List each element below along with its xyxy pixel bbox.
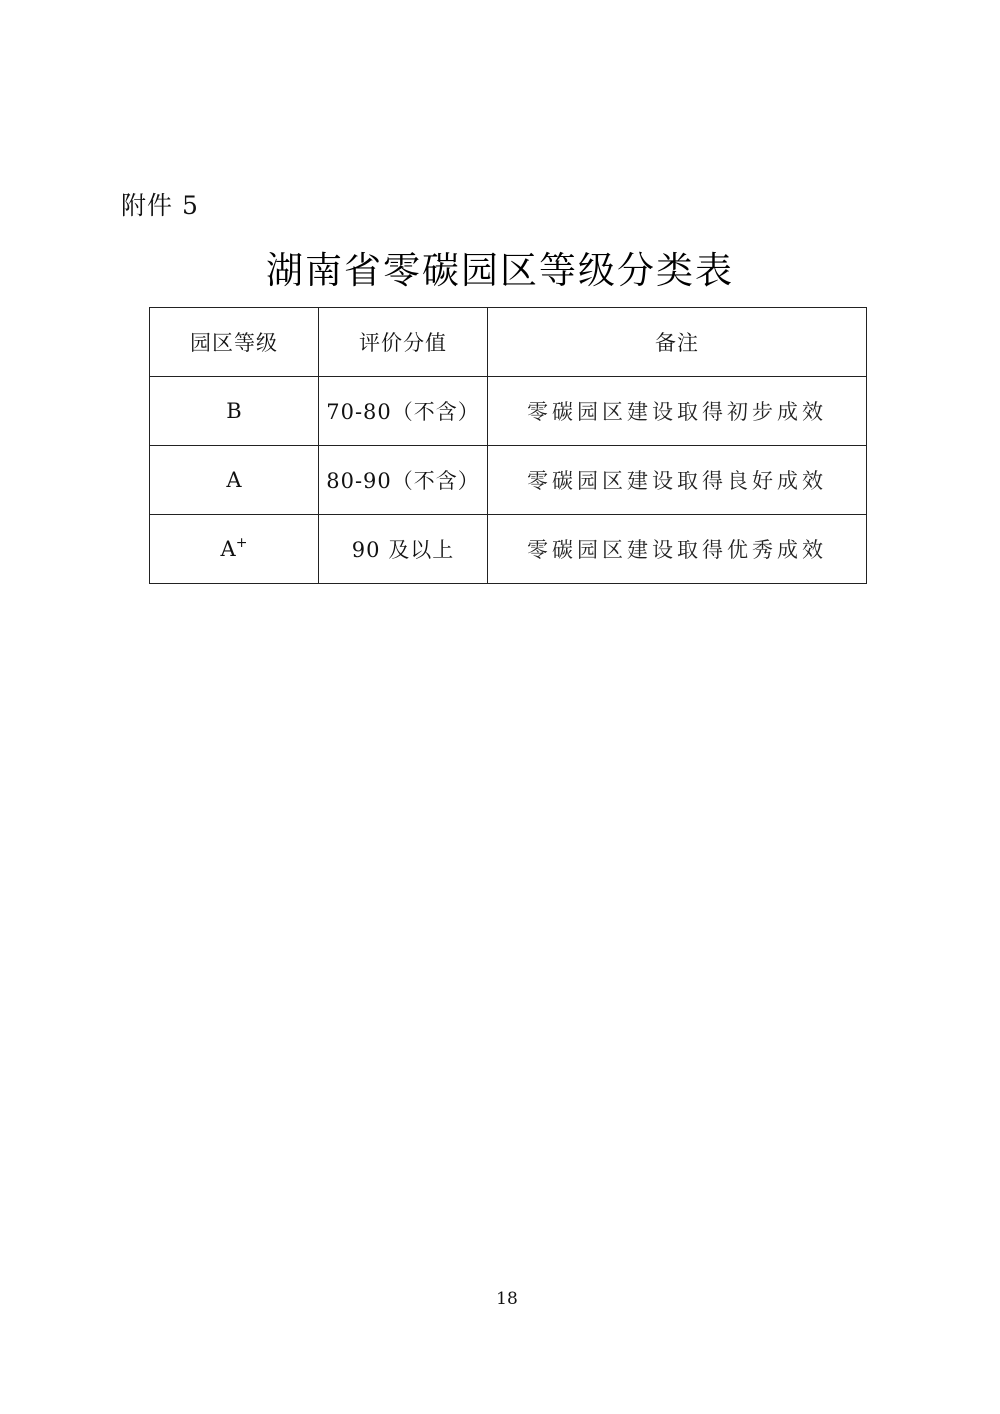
grade-cell: [150, 377, 319, 446]
grade-cell: [150, 515, 319, 584]
header-score: 评价分值: [319, 308, 488, 377]
grade-superscript: +: [235, 535, 248, 551]
table-header: [150, 308, 867, 377]
table-row: [150, 515, 867, 584]
score-cell: 80-90（不含）: [319, 446, 488, 515]
grade-value: A: [220, 537, 236, 561]
table-row: [150, 446, 867, 515]
table-row: [150, 377, 867, 446]
score-cell: 90 及以上: [319, 515, 488, 584]
grade-cell: [150, 446, 319, 515]
page-number: 18: [496, 1289, 518, 1309]
table-header-row: [150, 308, 867, 377]
grade-classification-table: [149, 307, 867, 584]
remark-cell: 零碳园区建设取得良好成效: [488, 446, 867, 515]
remark-cell: 零碳园区建设取得初步成效: [488, 377, 867, 446]
score-cell: 70-80（不含）: [319, 377, 488, 446]
attachment-label: 附件 5: [121, 191, 199, 220]
table-body: [150, 377, 867, 584]
header-remark: 备注: [488, 308, 867, 377]
header-grade: 园区等级: [150, 308, 319, 377]
grade-value: B: [226, 399, 242, 423]
grade-value: A: [226, 468, 242, 492]
page-title: 湖南省零碳园区等级分类表: [266, 249, 734, 292]
remark-cell: 零碳园区建设取得优秀成效: [488, 515, 867, 584]
